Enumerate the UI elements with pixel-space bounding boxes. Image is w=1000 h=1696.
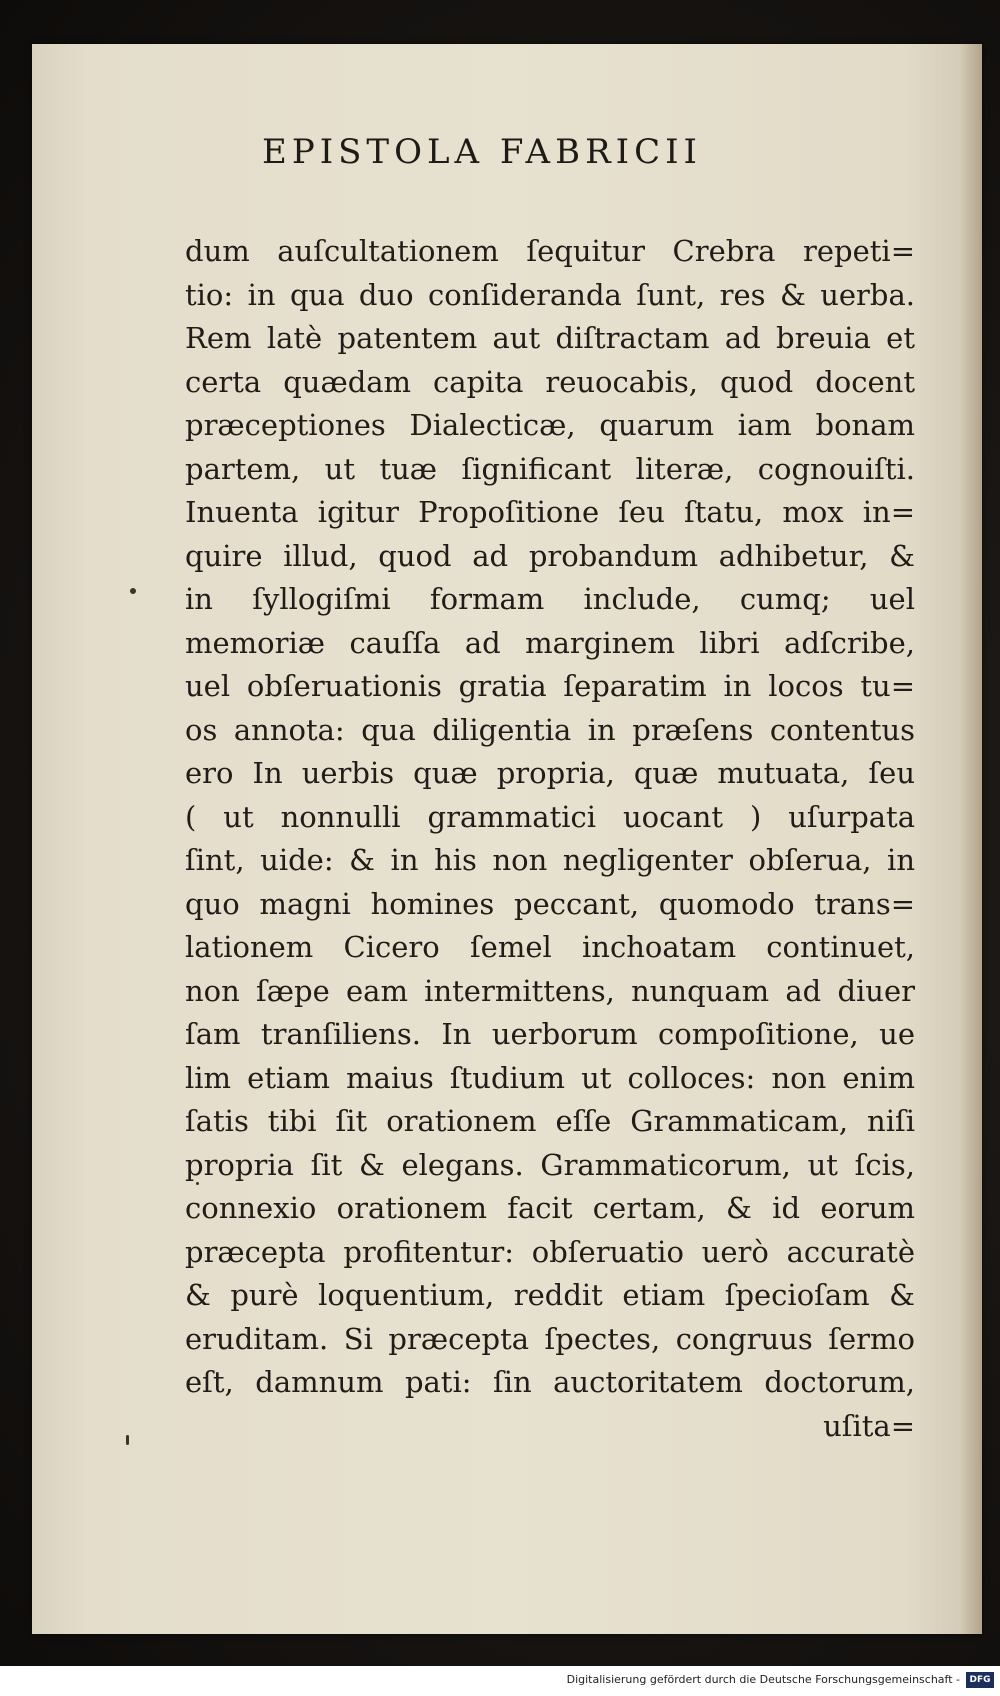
text-line: eruditam. Si præcepta ſpectes, congruus ſermo (185, 1321, 915, 1356)
text-line: Rem latè patentem aut diſtractam ad breuia et (185, 321, 915, 355)
text-line: os annota: qua diligentia in præſens contentus (185, 712, 915, 747)
text-line: connexio orationem facit certam, & id eorum (185, 1191, 915, 1225)
text-block (185, 230, 915, 1448)
digitization-footer (0, 1666, 1000, 1696)
text-line: & purè loquentium, reddit etiam ſpecioſam & (185, 1278, 915, 1312)
text-line: quire illud, quod ad probandum adhibetur, & (185, 538, 915, 573)
page-edge-shadow (960, 44, 982, 1634)
funding-credit: Digitalisierung gefördert durch die Deutsche Forschungsgemeinschaft - (566, 1673, 960, 1686)
text-line: ero In uerbis quæ propria, quæ mutuata, ſeu (185, 756, 915, 790)
text-line: memoriæ cauſſa ad marginem libri adſcribe, (185, 625, 915, 660)
text-line: uel obſeruationis gratia ſeparatim in locos tu= (185, 669, 915, 703)
dfg-logo: DFG (966, 1672, 994, 1688)
text-line: Inuenta igitur Propoſitione ſeu ſtatu, mox in= (185, 495, 915, 529)
page-speck (130, 588, 136, 594)
text-line: lationem Cicero ſemel inchoatam continuet, (185, 930, 915, 964)
text-line: tio: in qua duo conſideranda ſunt, res & uerba. (185, 277, 915, 312)
text-line: propria ſit & elegans. Grammaticorum, ut ſcis, (185, 1147, 915, 1182)
text-line: ſint, uide: & in his non negligenter obſerua, in (185, 843, 915, 877)
page-speck (126, 1435, 129, 1445)
catchword: uſita= (823, 1408, 915, 1443)
text-line: non ſæpe eam intermittens, nunquam ad diuer (185, 973, 915, 1008)
text-line: dum auſcultationem ſequitur Crebra repeti= (185, 234, 915, 268)
text-line: quo magni homines peccant, quomodo trans= (185, 886, 915, 921)
text-line: partem, ut tuæ ſignificant literæ, cognouiſti. (185, 451, 915, 486)
text-line: lim etiam maius ſtudium ut colloces: non enim (185, 1060, 915, 1095)
text-line: præceptiones Dialecticæ, quarum iam bonam (185, 408, 915, 442)
text-line: ( ut nonnulli grammatici uocant ) uſurpata (185, 799, 915, 834)
text-line: ſam tranſiliens. In uerborum compoſitione, ue (185, 1017, 915, 1051)
text-line: in ſyllogiſmi formam include, cumq; uel (185, 582, 915, 616)
text-line: eſt, damnum pati: ſin auctoritatem doctorum, (185, 1365, 915, 1399)
page-speck (196, 1182, 199, 1185)
running-head: EPISTOLA FABRICII (262, 132, 702, 172)
text-line: præcepta profitentur: obſeruatio uerò accuratè (185, 1234, 915, 1269)
text-line: certa quædam capita reuocabis, quod docent (185, 364, 915, 399)
text-line: ſatis tibi ſit orationem eſſe Grammaticam, niſi (185, 1104, 915, 1138)
